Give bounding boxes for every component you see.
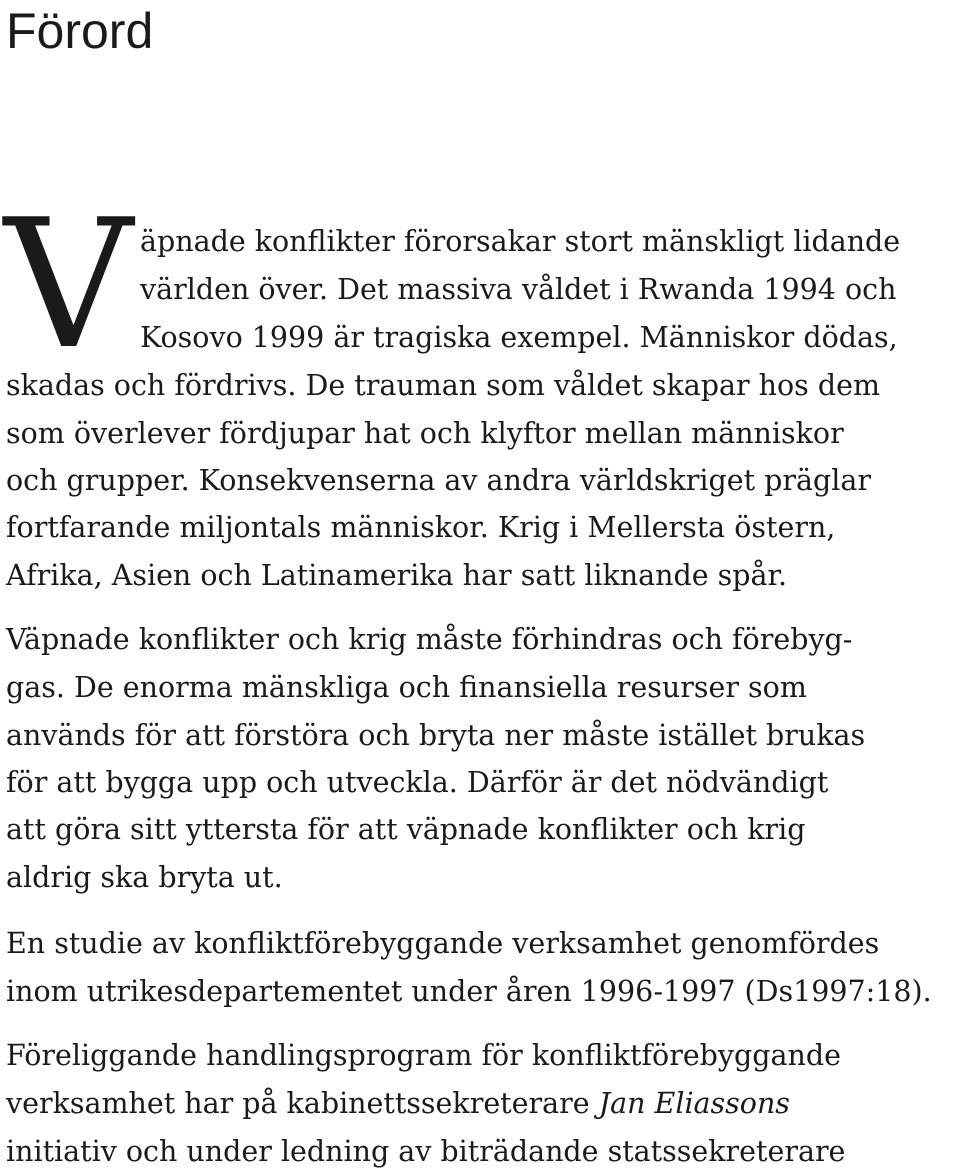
text-line: initiativ och under ledning av biträdande statssekreterare (6, 1135, 846, 1168)
text-line (6, 1084, 790, 1124)
text-line: skadas och fördrivs. De trauman som våldet skapar hos dem (6, 369, 880, 402)
text-line: som överlever fördjupar hat och klyftor mellan människor (6, 417, 844, 450)
text-line: och grupper. Konsekvenserna av andra världskriget präglar (6, 464, 871, 497)
text-line: En studie av konfliktförebyggande verksamhet genomfördes (6, 927, 880, 960)
text-line: inom utrikesdepartementet under åren 1996-1997 (Ds1997:18). (6, 975, 932, 1008)
text-line: världen över. Det massiva våldet i Rwanda 1994 och (140, 273, 897, 306)
text-line: Kosovo 1999 är tragiska exempel. Människor dödas, (140, 321, 898, 354)
text-line: för att bygga upp och utveckla. Därför är det nödvändigt (6, 766, 829, 799)
page-title: Förord (6, 3, 154, 59)
text-line: Föreliggande handlingsprogram för konfliktförebyggande (6, 1039, 841, 1072)
drop-cap: V (4, 181, 133, 388)
text-segment: verksamhet har på kabinettssekreterare (6, 1087, 590, 1120)
person-name: Jan Eliassons (598, 1087, 790, 1120)
text-line: gas. De enorma mänskliga och finansiella resurser som (6, 671, 807, 704)
text-line: Väpnade konflikter och krig måste förhindras och förebyg- (6, 623, 853, 656)
text-line: Afrika, Asien och Latinamerika har satt liknande spår. (6, 559, 788, 592)
text-line: fortfarande miljontals människor. Krig i Mellersta östern, (6, 511, 836, 544)
text-line: aldrig ska bryta ut. (6, 861, 283, 894)
text-line: att göra sitt yttersta för att väpnade konflikter och krig (6, 813, 806, 846)
text-line: används för att förstöra och bryta ner måste istället brukas (6, 719, 866, 752)
text-line: äpnade konflikter förorsakar stort mänskligt lidande (140, 225, 901, 258)
